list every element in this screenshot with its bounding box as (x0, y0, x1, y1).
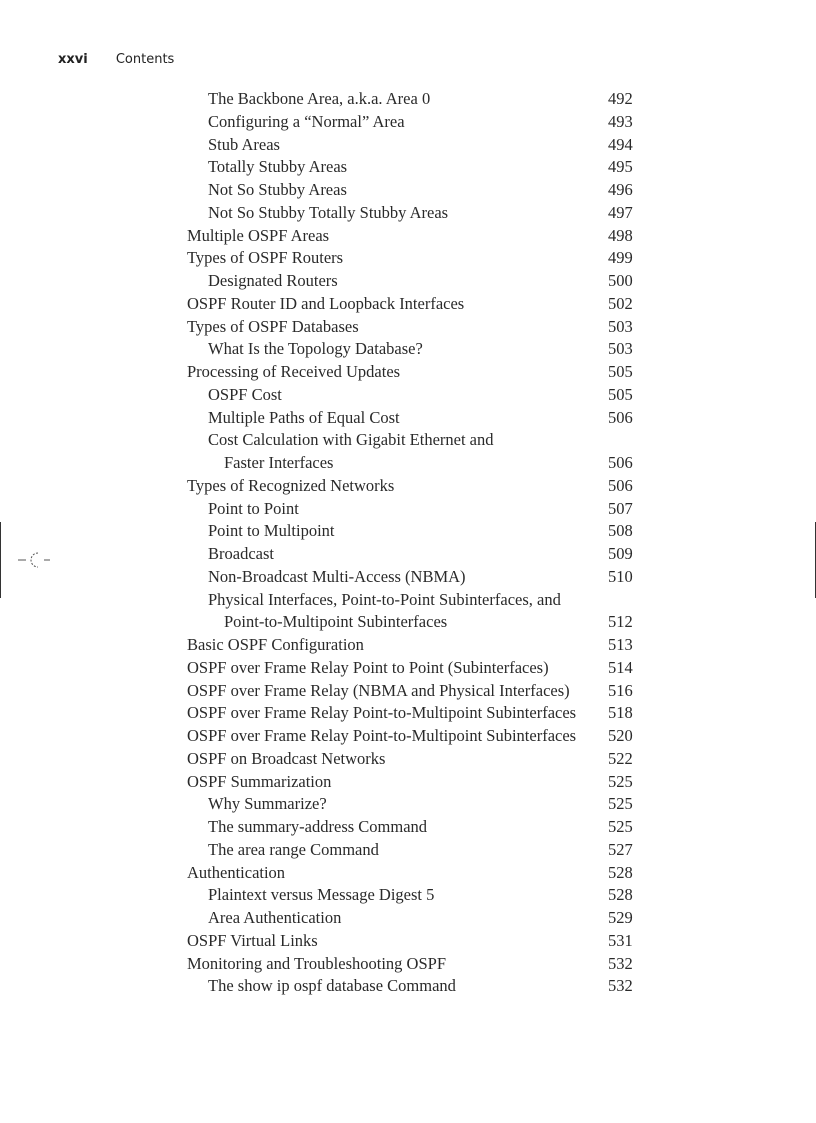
toc-entry[interactable] (187, 907, 647, 930)
toc-entry[interactable] (187, 771, 647, 794)
toc-entry[interactable] (187, 384, 647, 407)
toc-entry[interactable] (187, 543, 647, 566)
crop-mark-left (0, 522, 1, 598)
toc-entry-page: 531 (608, 930, 633, 950)
toc-entry-title: Designated Routers (208, 271, 338, 290)
toc-entry-page: 505 (608, 384, 633, 404)
toc-entry-title: Point to Point (208, 498, 299, 518)
toc-entry-title: Plaintext versus Message Digest 5 (208, 885, 435, 905)
toc-entry-page: 518 (608, 703, 633, 723)
toc-entry-title: Types of OSPF Routers (187, 248, 344, 268)
toc-entry-page: 500 (608, 271, 633, 290)
toc-entry-page: 499 (608, 248, 633, 268)
toc-entry[interactable] (187, 88, 647, 111)
toc-entry-page: 527 (608, 839, 633, 859)
toc-entry-title: What Is the Topology Database? (208, 339, 423, 359)
toc-entry[interactable] (187, 816, 647, 839)
toc-entry-title: Basic OSPF Configuration (187, 635, 364, 654)
section-title: Contents (115, 52, 175, 67)
toc-entry-title: OSPF over Frame Relay Point-to-Multipoint Subinterfaces (187, 703, 577, 723)
toc-entry[interactable] (187, 179, 647, 202)
toc-entry-page: 529 (608, 908, 633, 927)
toc-entry-title: Types of Recognized Networks (187, 475, 395, 495)
toc-entry-title: Broadcast (208, 544, 274, 563)
toc-entry[interactable] (187, 293, 647, 316)
toc-entry-page: 505 (608, 362, 633, 381)
toc-entry-page: 509 (608, 544, 633, 563)
toc-entry-page: 525 (608, 771, 633, 791)
toc-entry-page: 525 (608, 794, 633, 814)
toc-entry-title: Non-Broadcast Multi-Access (NBMA) (208, 566, 466, 586)
toc-entry[interactable] (187, 657, 647, 680)
toc-entry-page: 522 (608, 748, 633, 768)
toc-entry[interactable] (187, 270, 647, 293)
toc-entry-page: 532 (608, 953, 633, 973)
toc-entry-title: Configuring a “Normal” Area (208, 111, 405, 131)
toc-entry-title: The summary-address Command (208, 817, 428, 836)
toc-entry-page: 494 (608, 134, 633, 154)
registration-mark-icon (18, 550, 52, 570)
toc-entry[interactable] (187, 156, 647, 179)
toc-entry[interactable] (187, 680, 647, 703)
toc-entry-title: OSPF over Frame Relay (NBMA and Physical Interfaces) (187, 680, 570, 700)
toc-entry-title: The Backbone Area, a.k.a. Area 0 (208, 89, 431, 108)
page-number: xxvi (58, 52, 88, 67)
toc-entry-title: Physical Interfaces, Point-to-Point Subinterfaces, and (208, 589, 561, 609)
toc-entry-page: 492 (608, 89, 633, 108)
toc-entry[interactable] (187, 429, 647, 452)
toc-entry-page: 510 (608, 566, 633, 586)
toc-entry-page: 506 (608, 407, 633, 427)
toc-entry-title: Types of OSPF Databases (187, 316, 359, 336)
toc-entry-page: 513 (608, 635, 633, 654)
toc-entry-title: Stub Areas (208, 134, 280, 154)
toc-entry-title: OSPF Summarization (187, 771, 332, 791)
toc-entry-title: Faster Interfaces (224, 453, 334, 472)
toc-entry[interactable] (187, 589, 647, 612)
toc-entry[interactable] (187, 793, 647, 816)
toc-entry-page: 532 (608, 976, 633, 996)
toc-entry[interactable] (187, 725, 647, 748)
toc-entry-page: 496 (608, 180, 633, 199)
toc-entry-page: 506 (608, 453, 633, 472)
toc-entry[interactable] (187, 134, 647, 157)
toc-entry-title: OSPF on Broadcast Networks (187, 748, 386, 768)
toc-entry-title: The show ip ospf database Command (208, 976, 456, 996)
toc-entry[interactable] (187, 225, 647, 248)
toc-entry[interactable] (187, 202, 647, 225)
toc-entry-page: 520 (608, 726, 633, 745)
toc-entry[interactable] (187, 475, 647, 498)
toc-entry-title: Monitoring and Troubleshooting OSPF (187, 953, 447, 973)
toc-entry[interactable] (187, 316, 647, 339)
toc-entry[interactable] (187, 611, 647, 634)
toc-entry-page: 497 (608, 202, 633, 222)
toc-entry-page: 506 (608, 475, 633, 495)
toc-entry[interactable] (187, 862, 647, 885)
toc-entry-page: 498 (608, 225, 633, 245)
toc-entry-title: Point-to-Multipoint Subinterfaces (224, 612, 448, 632)
toc-entry-title: The area range Command (208, 839, 379, 859)
toc-entry[interactable] (187, 634, 647, 657)
toc-entry-page: 525 (608, 817, 633, 836)
toc-entry-title: Multiple OSPF Areas (187, 225, 330, 245)
toc-entry[interactable] (187, 953, 647, 976)
toc-entry-title: Authentication (187, 862, 286, 882)
toc-entry[interactable] (187, 498, 647, 521)
toc-entry[interactable] (187, 111, 647, 134)
toc-entry[interactable] (187, 566, 647, 589)
toc-entry-page: 495 (608, 157, 633, 177)
toc-entry[interactable] (187, 702, 647, 725)
toc-entry[interactable] (187, 361, 647, 384)
toc-entry[interactable] (187, 338, 647, 361)
toc-entry-title: Why Summarize? (208, 794, 327, 814)
toc-entry[interactable] (187, 520, 647, 543)
toc-entry-title: OSPF Virtual Links (187, 930, 318, 950)
toc-entry-title: Point to Multipoint (208, 521, 335, 541)
toc-entry[interactable] (187, 930, 647, 953)
toc-entry-page: 528 (608, 862, 633, 882)
table-of-contents (187, 88, 647, 998)
toc-entry[interactable] (187, 247, 647, 270)
toc-entry-page: 516 (608, 680, 633, 700)
running-header (58, 52, 174, 67)
toc-entry-title: Not So Stubby Totally Stubby Areas (208, 202, 449, 222)
toc-entry-title: Totally Stubby Areas (208, 157, 348, 177)
toc-entry-page: 508 (608, 521, 633, 541)
toc-entry-title: Processing of Received Updates (187, 362, 401, 381)
toc-entry[interactable] (187, 407, 647, 430)
toc-entry-title: Area Authentication (208, 908, 342, 927)
toc-entry[interactable] (187, 452, 647, 475)
toc-entry-page: 502 (608, 293, 633, 313)
toc-entry-page: 512 (608, 612, 633, 632)
toc-entry-title: Multiple Paths of Equal Cost (208, 407, 400, 427)
toc-entry-title: Not So Stubby Areas (208, 180, 347, 199)
toc-entry-title: OSPF Router ID and Loopback Interfaces (187, 293, 465, 313)
toc-entry-page: 503 (608, 339, 633, 359)
toc-entry-title: OSPF over Frame Relay Point-to-Multipoint Subinterfaces (187, 726, 577, 745)
toc-entry[interactable] (187, 884, 647, 907)
toc-entry-page: 528 (608, 885, 633, 905)
toc-entry-page: 493 (608, 111, 633, 131)
toc-entry[interactable] (187, 975, 647, 998)
toc-entry[interactable] (187, 839, 647, 862)
toc-entry-page: 514 (608, 657, 633, 677)
toc-entry-title: OSPF Cost (208, 384, 282, 404)
toc-entry-title: Cost Calculation with Gigabit Ethernet and (208, 430, 494, 450)
toc-entry-title: OSPF over Frame Relay Point to Point (Subinterfaces) (187, 657, 549, 677)
toc-entry-page: 507 (608, 498, 633, 518)
toc-entry[interactable] (187, 748, 647, 771)
toc-entry-page: 503 (608, 316, 633, 336)
